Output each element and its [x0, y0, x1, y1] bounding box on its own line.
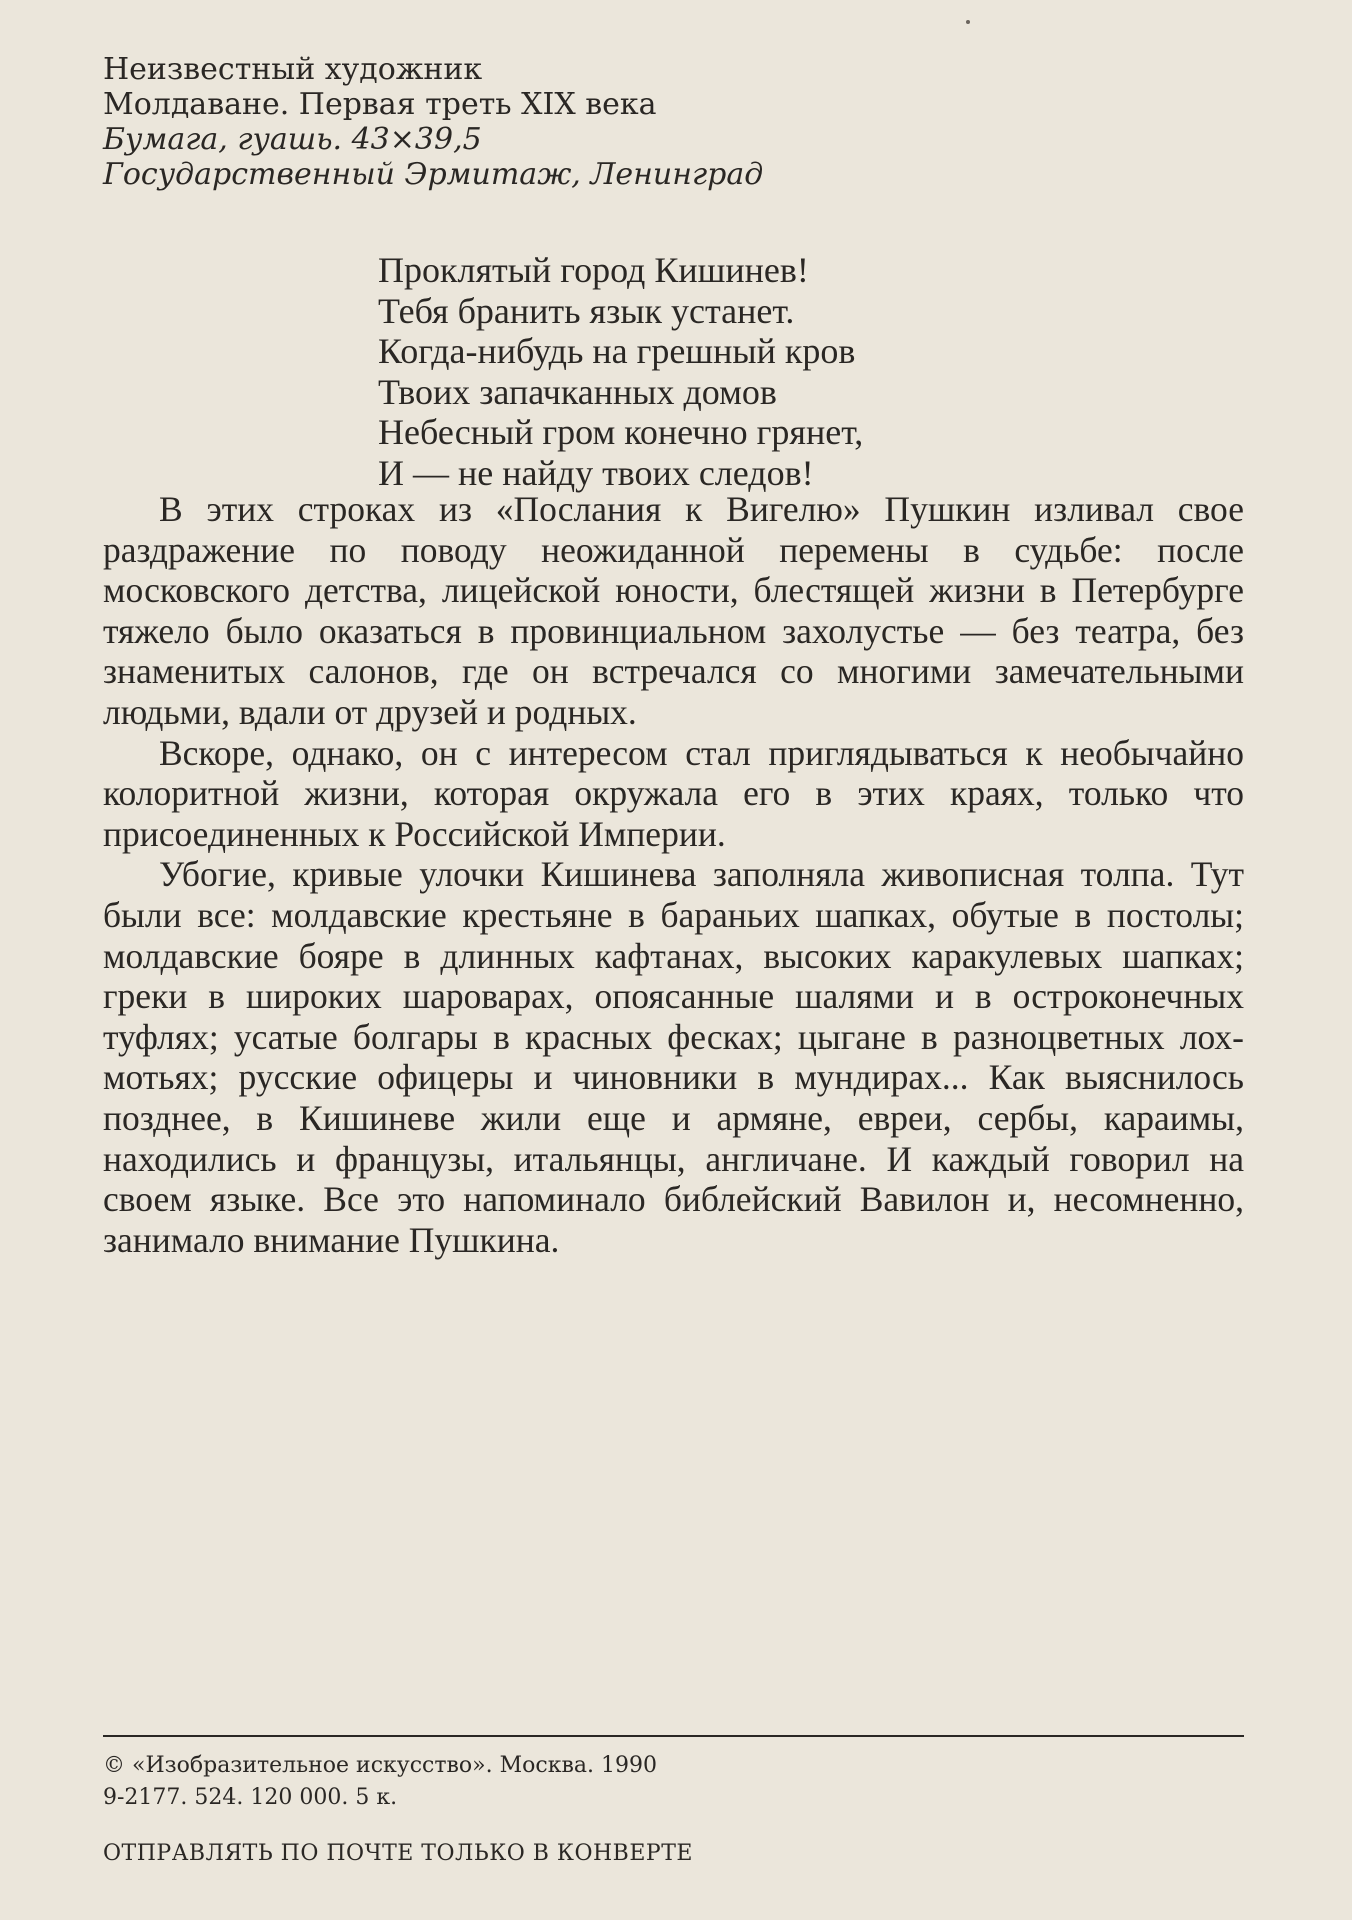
article-body: [103, 489, 1244, 1260]
poem-line: И — не найду твоих следов!: [378, 452, 814, 493]
publisher-footer: [103, 1750, 1244, 1870]
artwork-medium: Бумага, гуашь. 43×39,5: [103, 122, 482, 157]
print-code: 9-2177. 524. 120 000. 5 к.: [103, 1785, 398, 1810]
poem-line: Небесный гром конечно грянет,: [378, 412, 864, 452]
artwork-caption: [103, 52, 1253, 192]
poem-line: Твоих запачканных домов: [378, 371, 777, 412]
poem-line: Проклятый город Кишинев!: [378, 250, 809, 290]
poem-line: Когда-нибудь на грешный кров: [378, 331, 856, 371]
poem-line: Тебя бранить язык устанет.: [378, 290, 795, 331]
body-paragraph: Вскоре, однако, он с интересом стал приглядываться к необычайно колоритной жизни, которая окружала его в этих краях, только что присоединенных к Российской Империи.: [103, 732, 1244, 854]
body-paragraph: В этих строках из «Послания к Вигелю» Пушкин изливал свое раздражение по поводу неожиданной перемены в судьбе: после московского детства, лицейской юности, блестящей жизни в Петербурге тяжело было оказаться в провинциальном захолустье — без театра, без знаменитых салонов, где он встречался со многими замечательными людьми, вдали от друзей и родных.: [103, 489, 1244, 732]
body-paragraph: Убогие, кривые улочки Кишинева заполняла живописная толпа. Тут были все: молдавские крестьяне в бараньих шапках, обутые в постолы; молдавские бояре в длинных кафтанах, высоких каракулевых шапках; греки в широких шароварах, опоясанные шалями и в остроконечных туфлях; усатые болгары в красных фесках; цыгане в разноцветных лохмотьях; русские офицеры и чиновники в мундирах... Как выяснилось позднее, в Кишиневе жили еще и армяне, евреи, сербы, караимы, находились и французы, итальянцы, англичане. И каждый говорил на своем языке. Все это напоминало библейский Вавилон и, несомненно, занимало внимание Пушкина.: [103, 854, 1244, 1260]
poem-epigraph: [378, 250, 1238, 493]
artist-name: Неизвестный художник: [103, 52, 483, 87]
footer-divider: [103, 1735, 1244, 1737]
mailing-notice: ОТПРАВЛЯТЬ ПО ПОЧТЕ ТОЛЬКО В КОНВЕРТЕ: [103, 1841, 693, 1866]
paper-speck: [966, 20, 970, 24]
artwork-title: Молдаване. Первая треть XIX века: [103, 87, 657, 122]
copyright-line: © «Изобразительное искусство». Москва. 1990: [103, 1753, 657, 1778]
artwork-collection: Государственный Эрмитаж, Ленинград: [103, 157, 764, 192]
